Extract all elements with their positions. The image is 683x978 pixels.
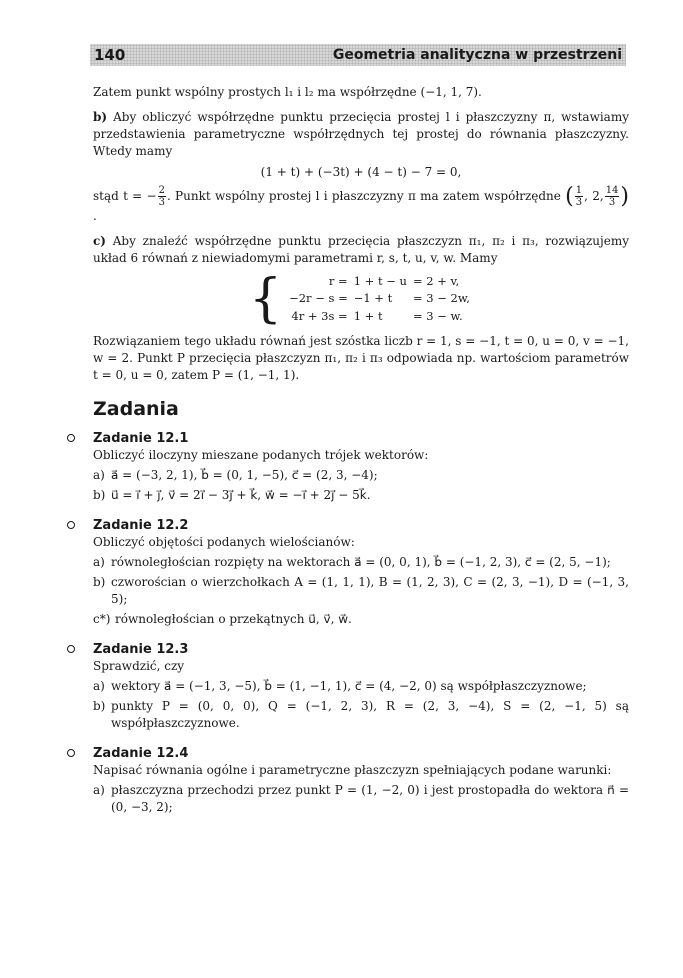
paren-close: ) [620, 184, 630, 209]
fraction-c1 [575, 185, 583, 208]
item-label: a) [93, 468, 105, 482]
system-lhs: 4r + 3s = [291, 308, 348, 323]
task-12-3 [93, 641, 629, 732]
task-item [93, 574, 629, 608]
system-lhs: −2r − s = [289, 291, 348, 306]
task-item [93, 554, 629, 571]
system-rhs: = 2 + v, [412, 274, 460, 289]
paragraph-solution: Rozwiązaniem tego układu równań jest szóstka liczb r = 1, s = −1, t = 0, u = 0, v = −1, w = 2. Punkt P przecięcia płaszczyzn π₁, π₂ i π₃ odpowiada np. wartościom parametrów t = 0, u = 0, zatem P = (1, −1, 1). [93, 334, 629, 382]
task-title: Zadanie 12.1 [93, 431, 189, 446]
coordinate-2: , 2, [584, 189, 604, 203]
system-rhs: = 3 − 2w, [412, 291, 470, 306]
task-intro: Obliczyć objętości podanych wielościanów: [93, 535, 355, 549]
item-label: c*) [93, 612, 111, 626]
system-lhs: r = [328, 274, 348, 289]
page-header [90, 44, 626, 66]
paragraph-c-text: Aby znaleźć współrzędne punktu przecięcia płaszczyzn π₁, π₂ i π₃, rozwiązujemy układ 6 równań z niewiadomymi parametrami r, s, t, u, v, w. Mamy [93, 234, 629, 265]
item-text: punkty P = (0, 0, 0), Q = (−1, 2, 3), R = (2, 3, −4), S = (2, −1, 5) są współpłaszczyznowe. [111, 699, 629, 730]
fraction-c1-num: 1 [575, 185, 583, 196]
task-item [93, 487, 629, 504]
label-b: b) [93, 110, 108, 124]
task-item [93, 611, 629, 628]
item-text: a⃗ = (−3, 2, 1), b⃗ = (0, 1, −5), c⃗ = (2, 3, −4); [111, 468, 378, 482]
item-text: wektory a⃗ = (−1, 3, −5), b⃗ = (1, −1, 1), c⃗ = (4, −2, 0) są współpłaszczyznowe; [111, 679, 587, 693]
system-mid: −1 + t [353, 291, 393, 306]
circle-bullet-icon [67, 434, 75, 442]
task-intro: Sprawdzić, czy [93, 659, 185, 673]
paragraph-intersection-lines: Zatem punkt wspólny prostych l₁ i l₂ ma współrzędne (−1, 1, 7). [93, 85, 482, 99]
task-title: Zadanie 12.2 [93, 518, 189, 533]
item-text: równoległościan o przekątnych u⃗, v⃗, w⃗. [115, 612, 352, 626]
task-12-1 [93, 430, 629, 504]
system-mid: 1 + t [353, 308, 383, 323]
item-text: równoległościan rozpięty na wektorach a⃗ = (0, 0, 1), b⃗ = (−1, 2, 3), c⃗ = (2, 5, −1); [111, 555, 611, 569]
page-number: 140 [94, 46, 126, 64]
task-item [93, 678, 629, 695]
chapter-title: Geometria analityczna w przestrzeni [332, 47, 622, 63]
circle-bullet-icon [67, 521, 75, 529]
item-text: płaszczyzna przechodzi przez punkt P = (1, −2, 0) i jest prostopadła do wektora n⃗ = (0, −3, 2); [111, 783, 629, 814]
fraction-t [158, 185, 166, 208]
paragraph-c [93, 233, 629, 267]
task-intro: Obliczyć iloczyny mieszane podanych trójek wektorów: [93, 448, 429, 462]
item-label: a) [93, 679, 105, 693]
equation-system [93, 269, 629, 329]
system-row [286, 290, 473, 307]
label-c: c) [93, 234, 106, 248]
task-title: Zadanie 12.4 [93, 746, 189, 761]
task-item [93, 782, 629, 816]
paragraph-b-text: Aby obliczyć współrzędne punktu przecięcia prostej l i płaszczyzny π, wstawiamy przedstawienia parametryczne współrzędnych tej prostej do równania płaszczyzny. Wtedy mamy [93, 110, 629, 158]
page-content [93, 84, 629, 829]
fraction-c3 [605, 185, 620, 208]
system-row [286, 308, 473, 325]
system-table [286, 273, 473, 325]
fraction-c1-den: 3 [575, 197, 583, 208]
item-text: czworościan o wierzchołkach A = (1, 1, 1), B = (1, 2, 3), C = (2, 3, −1), D = (−1, 3, 5); [111, 575, 629, 606]
task-12-2 [93, 517, 629, 628]
task-title: Zadanie 12.3 [93, 642, 189, 657]
item-label: b) [93, 488, 106, 502]
task-intro: Napisać równania ogólne i parametryczne płaszczyzn spełniających podane warunki: [93, 763, 612, 777]
item-label: a) [93, 783, 105, 797]
item-label: b) [93, 699, 106, 713]
circle-bullet-icon [67, 749, 75, 757]
fraction-c3-den: 3 [608, 197, 616, 208]
result-b-start: stąd t = − [93, 189, 157, 203]
section-title: Zadania [93, 398, 179, 420]
paragraph-b [93, 109, 629, 160]
paragraph-result-b: stąd t = − $\frac{2}{3}$ . Punkt wspólny prostej l i płaszczyzny π ma zatem współrzędne ( $\frac{1}{3}$ , 2, $\frac{14}{3}$ ) . [93, 184, 630, 223]
paren-open: ( [565, 184, 574, 209]
system-mid: 1 + t − u [353, 274, 407, 289]
circle-bullet-icon [67, 645, 75, 653]
task-12-4 [93, 745, 629, 816]
result-b-mid: . Punkt wspólny prostej l i płaszczyzny π ma zatem współrzędne [166, 189, 561, 203]
equation-line-plane: (1 + t) + (−3t) + (4 − t) − 7 = 0, [260, 165, 462, 179]
fraction-t-den: 3 [158, 197, 165, 208]
item-label: b) [93, 575, 106, 589]
system-row [286, 273, 473, 290]
fraction-c3-num: 14 [605, 185, 619, 196]
task-item [93, 467, 629, 484]
item-text: u⃗ = i⃗ + j⃗, v⃗ = 2i⃗ − 3j⃗ + k⃗, w⃗ = −i⃗ + 2j⃗ − 5k⃗. [111, 488, 371, 502]
system-rhs: = 3 − w. [412, 308, 463, 323]
fraction-t-num: 2 [158, 185, 165, 196]
brace-symbol: { [249, 269, 283, 329]
task-item [93, 698, 629, 732]
item-label: a) [93, 555, 105, 569]
